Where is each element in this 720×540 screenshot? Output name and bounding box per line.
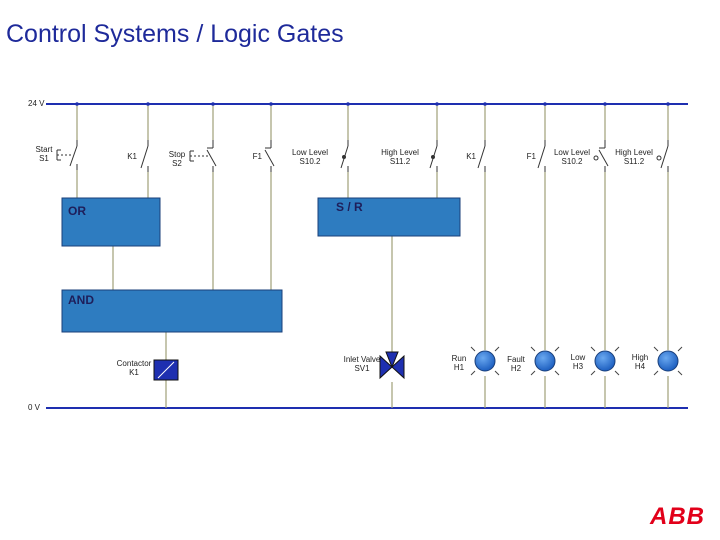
inlet-valve-sv1-label: Inlet Valve SV1: [343, 355, 381, 373]
low-level-s10-2-label: Low Level S10.2: [291, 148, 329, 166]
fault-h2-label: Fault H2: [507, 355, 525, 373]
run-h1-lamp-icon: [471, 347, 499, 375]
f1-label: F1: [252, 152, 262, 161]
f1-contact-2: [538, 140, 545, 172]
high-level-s11-2-sensor-2: [657, 140, 668, 172]
low-level-s10-2-sensor-2: [594, 140, 608, 172]
k1-label-2: K1: [466, 152, 476, 161]
low-h3-lamp-icon: [591, 347, 619, 375]
rail-0v-label: 0 V: [28, 403, 41, 412]
low-level-s10-2-label-2: Low Level S10.2: [553, 148, 591, 166]
stop-s2-label: Stop S2: [168, 150, 186, 168]
and-block: [62, 290, 282, 332]
low-level-s10-2-sensor: [341, 140, 348, 172]
high-h4-label: High H4: [631, 353, 649, 371]
f1-label-2: F1: [526, 152, 536, 161]
high-h4-lamp-icon: [654, 347, 682, 375]
k1-label: K1: [127, 152, 137, 161]
high-level-s11-2-label-2: High Level S11.2: [615, 148, 653, 166]
and-block-label: AND: [68, 293, 94, 307]
fault-h2-lamp-icon: [531, 347, 559, 375]
start-s1-pushbutton: [57, 140, 77, 170]
f1-contact: [265, 140, 274, 172]
run-h1-label: Run H1: [451, 354, 467, 372]
stop-s2-pushbutton: [190, 140, 216, 172]
contactor-k1-coil: [154, 360, 178, 380]
high-level-s11-2-sensor: [430, 140, 437, 172]
high-level-s11-2-label: High Level S11.2: [381, 148, 419, 166]
start-s1-label: Start S1: [35, 145, 53, 163]
rail-24v-label: 24 V: [28, 99, 45, 108]
contactor-k1-label: Contactor K1: [116, 359, 152, 377]
sr-block-label: S / R: [336, 200, 363, 214]
or-block-label: OR: [68, 204, 86, 218]
abb-logo: ABB: [650, 503, 705, 530]
slide-title: Control Systems / Logic Gates: [6, 20, 344, 48]
low-h3-label: Low H3: [570, 353, 586, 371]
inlet-valve-sv1-icon: [380, 352, 404, 378]
k1-contact: [141, 140, 148, 172]
k1-contact-2: [478, 140, 485, 172]
